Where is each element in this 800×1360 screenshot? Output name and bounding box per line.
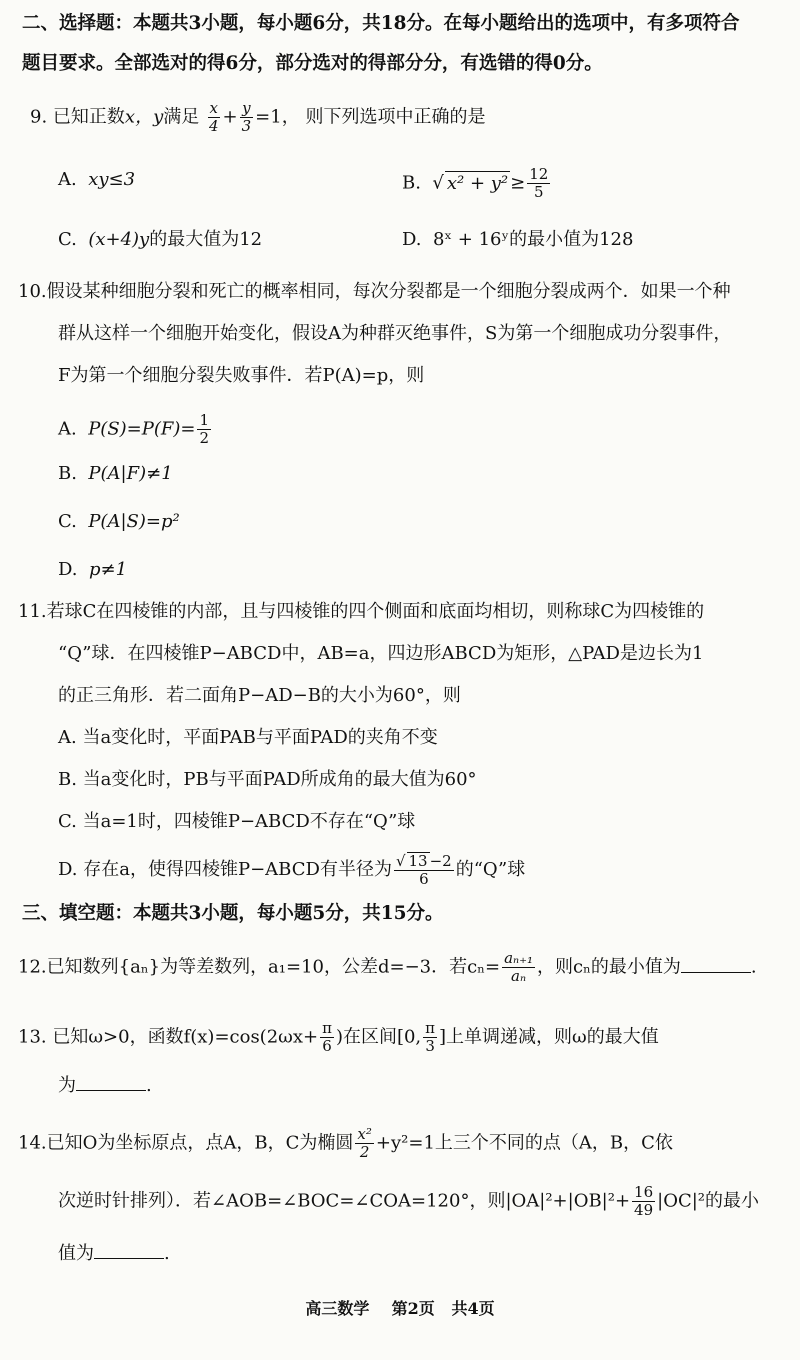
answer-blank (76, 1072, 146, 1091)
question-10-line2: 群从这样一个细胞开始变化，假设A为种群灭绝事件，S为第一个细胞成功分裂事件， (58, 323, 732, 344)
question-14-line3: 值为 . (58, 1240, 170, 1266)
question-9-option-c: C. (x+4)y的最大值为12 (58, 229, 263, 250)
question-number: 10. (18, 281, 47, 302)
footer-page: 第2页 (391, 1299, 435, 1318)
question-9-option-a: A. xy≤3 (58, 169, 136, 190)
fraction: $\frac{y}{3}$ (241, 99, 252, 135)
footer-subject: 高三数学 (305, 1299, 370, 1318)
question-11-option-c: C. 当a=1时，四棱锥P−ABCD不存在“Q”球 (58, 811, 416, 832)
question-10-line3: F为第一个细胞分裂失败事件．若P(A)=p，则 (58, 365, 425, 386)
fraction: $\frac{1}{2}$ (199, 411, 210, 447)
question-13-line2: 为 . (58, 1072, 152, 1098)
section2-heading-line1: 二、选择题：本题共3小题，每小题6分，共18分。在每小题给出的选项中，有多项符合 (22, 13, 740, 34)
section2-heading-line2: 题目要求。全部选对的得6分，部分选对的得部分分，有选错的得0分。 (22, 53, 603, 74)
question-10-option-c: C. P(A|S)=p² (58, 511, 180, 532)
question-11-line3: 的正三角形．若二面角P−AD−B的大小为60°，则 (58, 685, 461, 706)
question-number: 14. (18, 1132, 47, 1154)
question-11-option-d: D. 存在a，使得四棱锥P−ABCD有半径为 $\frac{√ 13 -2}{6}$ 的“Q”球 (58, 852, 526, 888)
question-11-line2: “Q”球．在四棱锥P−ABCD中，AB=a，四边形ABCD为矩形，△PAD是边长为1 (58, 643, 704, 664)
question-number: 12. (18, 956, 47, 978)
question-13-line1: 13. 已知ω>0，函数f(x)=cos(2ωx+ $\frac{\pi}{6}$ )在区间[0, $\frac{\pi}{3}$ ]上单调递减，则ω的最大值 (18, 1019, 659, 1055)
fraction: $\frac{\text{aₙ₊₁}}{\text{aₙ}}$ (504, 949, 534, 985)
question-number: 11. (18, 601, 47, 622)
question-12: 12.已知数列{aₙ}为等差数列，a₁=10，公差d=−3．若cₙ= $\frac{\text{aₙ₊₁}}{\text{aₙ}}$ ，则cₙ的最小值为 . (18, 949, 757, 985)
section3-heading: 三、填空题：本题共3小题，每小题5分，共15分。 (22, 903, 444, 924)
question-11-line1: 11.若球C在四棱锥的内部，且与四棱锥的四个侧面和底面均相切，则称球C为四棱锥的 (18, 601, 705, 622)
fraction: $\frac{\pi}{3}$ (425, 1019, 436, 1055)
question-9-option-d: D. 8ˣ + 16ʸ的最小值为128 (402, 229, 634, 250)
question-14-line1: 14.已知O为坐标原点，点A，B，C为椭圆 $\frac{\text{x²}}{2}$ +y²=1上三个不同的点（A，B，C依 (18, 1125, 673, 1161)
question-9-stem: 9. 已知正数x，y满足 $\frac{x}{4}$ + $\frac{y}{3}$ =1， 则下列选项中正确的是 (30, 99, 486, 135)
footer-total: 共4页 (451, 1299, 495, 1318)
question-10-option-b: B. P(A|F)≠1 (58, 463, 173, 484)
page-footer (0, 1296, 800, 1319)
question-10-option-d: D. p≠1 (58, 559, 128, 580)
question-14-line2: 次逆时针排列）．若∠AOB=∠BOC=∠COA=120°，则|OA|²+|OB|²+ $\frac{16}{49}$ |OC|²的最小 (58, 1183, 760, 1219)
fraction: $\frac{√ 13 -2}{6}$ (395, 852, 452, 888)
fraction: $\frac{x}{4}$ (208, 99, 219, 135)
question-number: 9. (30, 106, 48, 128)
question-11-option-b: B. 当a变化时，PB与平面PAD所成角的最大值为60° (58, 769, 477, 790)
question-10-option-a: A. P(S)=P(F)= $\frac{1}{2}$ (58, 411, 210, 447)
question-number: 13. (18, 1026, 47, 1048)
fraction: $\frac{\text{x²}}{2}$ (357, 1125, 372, 1161)
fraction: $\frac{12}{5}$ (529, 165, 549, 201)
question-9-option-b: B. √ x² + y² ≥ $\frac{12}{5}$ (402, 165, 549, 201)
fraction: $\frac{16}{49}$ (634, 1183, 654, 1219)
question-10-line1: 10.假设某种细胞分裂和死亡的概率相同，每次分裂都是一个细胞分裂成两个．如果一个种 (18, 281, 731, 302)
fraction: $\frac{\pi}{6}$ (322, 1019, 332, 1055)
question-11-option-a: A. 当a变化时，平面PAB与平面PAD的夹角不变 (58, 727, 438, 748)
answer-blank (94, 1240, 164, 1259)
answer-blank (681, 954, 751, 973)
